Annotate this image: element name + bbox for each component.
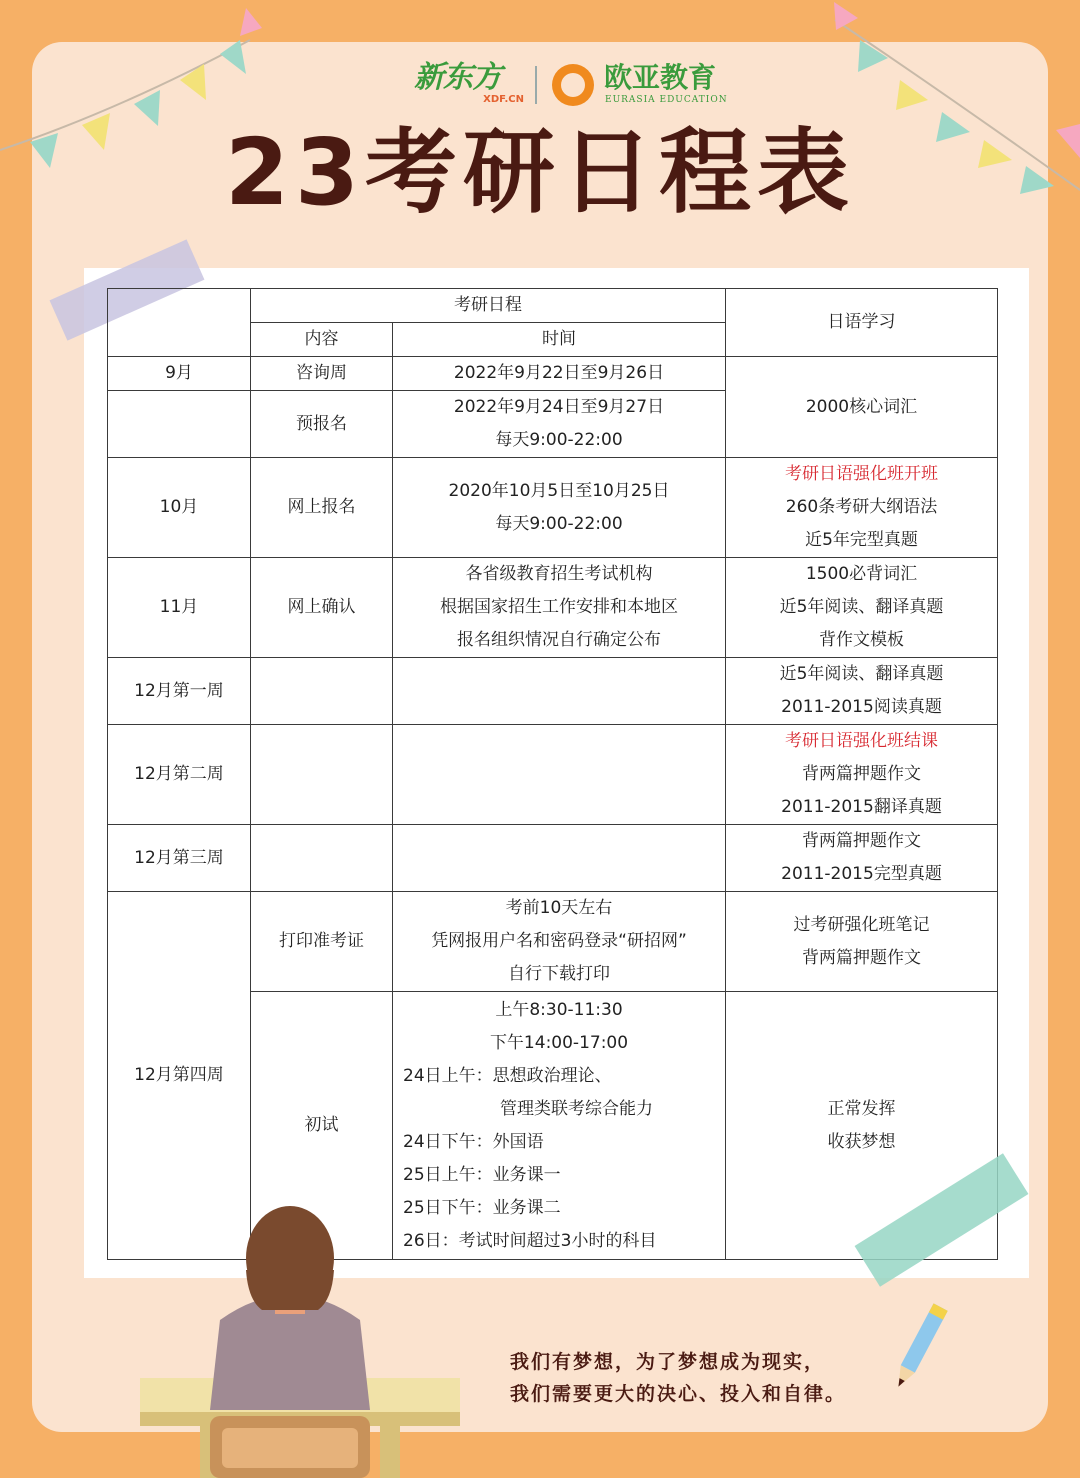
table-row bbox=[108, 558, 998, 658]
logo-divider bbox=[535, 66, 537, 104]
pencil-icon bbox=[890, 1296, 950, 1396]
motto-line: 我们需要更大的决心、投入和自律。 bbox=[510, 1383, 847, 1405]
girl-studying-illustration-icon bbox=[130, 1200, 470, 1478]
row-japanese: 1500必背词汇 近5年阅读、翻译真题 背作文模板 bbox=[726, 558, 998, 658]
row-time bbox=[393, 825, 726, 892]
row-time: 各省级教育招生考试机构 根据国家招生工作安排和本地区 报名组织情况自行确定公布 bbox=[393, 558, 726, 658]
row-content: 网上报名 bbox=[251, 458, 393, 558]
row-time: 2022年9月24日至9月27日 每天9:00-22:00 bbox=[393, 391, 726, 458]
row-japanese: 考研日语强化班结课 背两篇押题作文 2011-2015翻译真题 bbox=[726, 725, 998, 825]
schedule-table bbox=[107, 288, 998, 1260]
motto-line: 我们有梦想，为了梦想成为现实， bbox=[510, 1351, 826, 1373]
header-japanese: 日语学习 bbox=[726, 289, 998, 357]
row-content bbox=[251, 725, 393, 825]
table-corner-cell bbox=[108, 289, 251, 357]
row-japanese: 考研日语强化班开班 260条考研大纲语法 近5年完型真题 bbox=[726, 458, 998, 558]
row-japanese: 近5年阅读、翻译真题 2011-2015阅读真题 bbox=[726, 658, 998, 725]
row-month: 12月第二周 bbox=[108, 725, 251, 825]
page-title: 23考研日程表 bbox=[224, 119, 856, 226]
motto-text bbox=[510, 1346, 846, 1410]
row-month: 11月 bbox=[108, 558, 251, 658]
row-content: 打印准考证 bbox=[251, 892, 393, 992]
row-month: 12月第四周 bbox=[108, 892, 251, 1260]
row-japanese: 正常发挥 收获梦想 bbox=[726, 992, 998, 1260]
table-row bbox=[108, 357, 998, 391]
eurasia-logo-icon bbox=[552, 64, 594, 106]
row-time: 2020年10月5日至10月25日 每天9:00-22:00 bbox=[393, 458, 726, 558]
row-content: 初试 bbox=[251, 992, 393, 1260]
table-row bbox=[108, 458, 998, 558]
row-time bbox=[393, 725, 726, 825]
row-japanese: 过考研强化班笔记 背两篇押题作文 bbox=[726, 892, 998, 992]
row-content: 预报名 bbox=[251, 391, 393, 458]
row-time: 考前10天左右 凭网报用户名和密码登录“研招网” 自行下载打印 bbox=[393, 892, 726, 992]
table-row bbox=[108, 892, 998, 992]
row-japanese: 背两篇押题作文 2011-2015完型真题 bbox=[726, 825, 998, 892]
table-row bbox=[108, 725, 998, 825]
row-content bbox=[251, 658, 393, 725]
row-month: 12月第三周 bbox=[108, 825, 251, 892]
header-time: 时间 bbox=[393, 323, 726, 357]
xdf-logo-name: 新东方 bbox=[414, 60, 501, 95]
row-month: 10月 bbox=[108, 458, 251, 558]
row-month bbox=[108, 391, 251, 458]
brand-logos bbox=[0, 62, 1080, 110]
row-time: 上午8:30-11:30 下午14:00-17:00 24日上午：思想政治理论、 管理类联考综合能力 24日下午：外国语 25日上午：业务课一 25日下午：业务课二 26日：考试时间超过3小时的科目 bbox=[393, 992, 726, 1260]
row-month: 12月第一周 bbox=[108, 658, 251, 725]
eurasia-logo-subtitle: EURASIA EDUCATION bbox=[605, 95, 728, 105]
xdf-logo bbox=[414, 62, 526, 110]
header-schedule: 考研日程 bbox=[251, 289, 726, 323]
xdf-logo-domain: XDF.CN bbox=[483, 94, 524, 105]
table-row bbox=[108, 825, 998, 892]
row-time: 2022年9月22日至9月26日 bbox=[393, 357, 726, 391]
row-japanese: 2000核心词汇 bbox=[726, 357, 998, 458]
row-content: 咨询周 bbox=[251, 357, 393, 391]
row-content: 网上确认 bbox=[251, 558, 393, 658]
row-month: 9月 bbox=[108, 357, 251, 391]
eurasia-logo-name: 欧亚教育 bbox=[604, 61, 717, 94]
table-row bbox=[108, 658, 998, 725]
header-content: 内容 bbox=[251, 323, 393, 357]
row-content bbox=[251, 825, 393, 892]
row-time bbox=[393, 658, 726, 725]
